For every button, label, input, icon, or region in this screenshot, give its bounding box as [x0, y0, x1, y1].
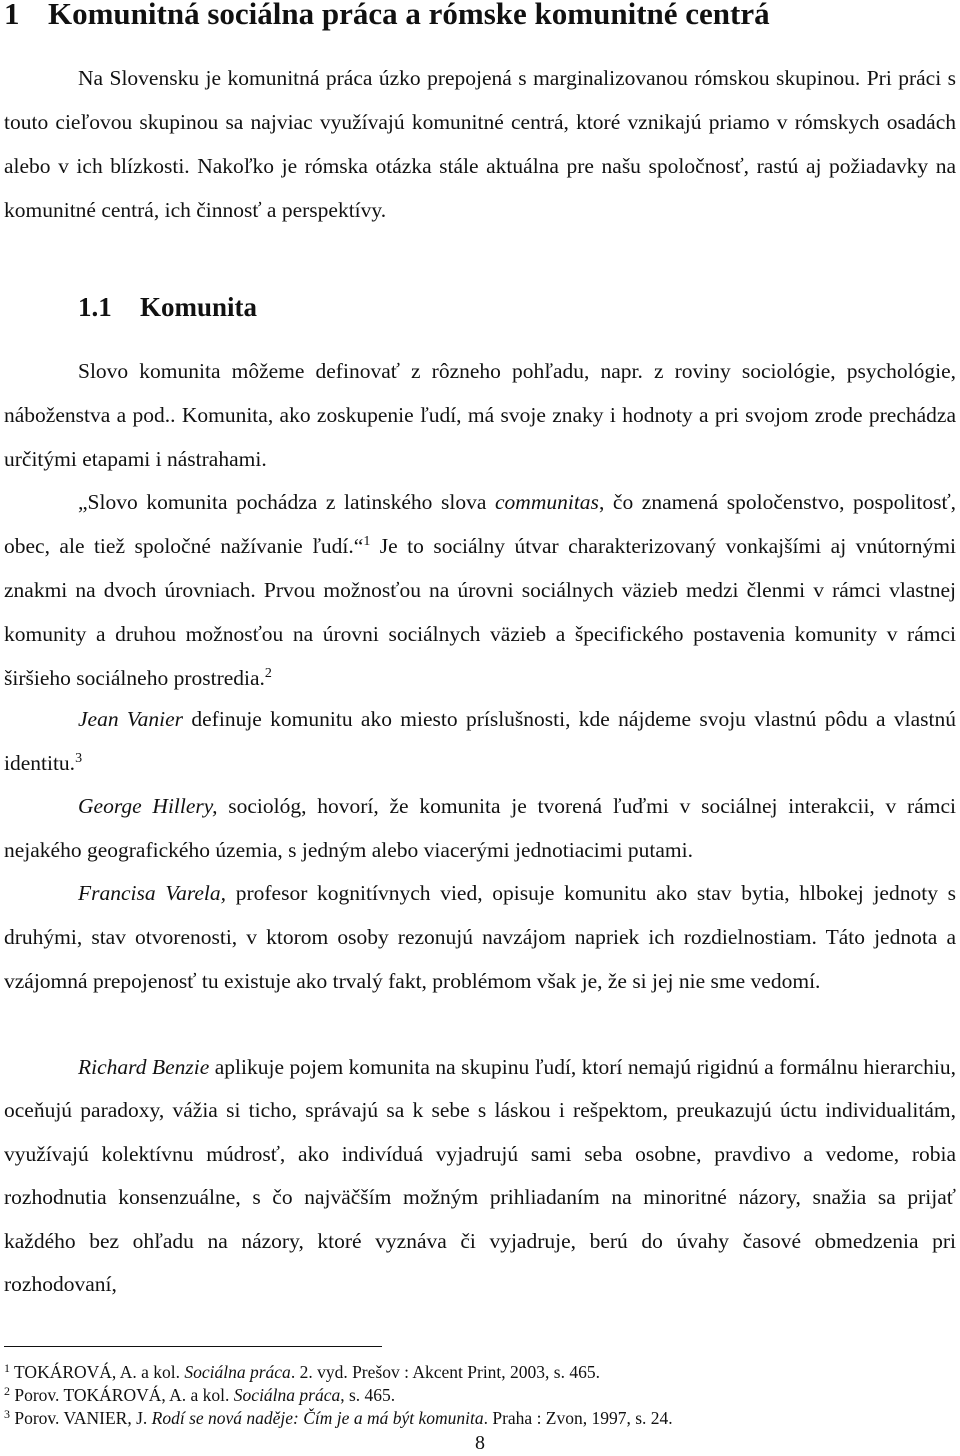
vanier-paragraph: [4, 697, 956, 785]
hillery-paragraph: [4, 784, 956, 872]
definition-paragraph: Slovo komunita môžeme definovať z rôzneho pohľadu, napr. z roviny sociológie, psychológie, náboženstva a pod.. Komunita, ako zoskupenie ľudí, má svoje znaky i hodnoty a pri svojom zrode prechádza určitými etapami i nástrahami.: [4, 359, 956, 471]
latin-text-part1: „Slovo komunita pochádza z latinského slova: [78, 490, 496, 514]
footnote-number: 1: [4, 1361, 10, 1375]
hillery-text: sociológ, hovorí, že komunita je tvorená ľuďmi v sociálnej interakcii, v rámci nejakého geografického územia, s jedným alebo viacerými jednotiacimi putami.: [4, 794, 956, 862]
footnote-text: Porov. VANIER, J.: [10, 1408, 152, 1428]
footnote-ref[interactable]: 3: [75, 751, 83, 766]
author-name: Richard Benzie: [78, 1055, 210, 1079]
latin-origin-paragraph: [4, 480, 956, 700]
footnote: [4, 1384, 395, 1406]
varela-paragraph: [4, 871, 956, 1003]
footnote-text: . Praha : Zvon, 1997, s. 24.: [483, 1408, 673, 1428]
latin-text-part2: , čo znamená spoločenstvo, pospolitosť, obec, ale tiež spoločné nažívanie ľudí.“: [4, 490, 957, 558]
latin-word: communitas: [495, 490, 599, 514]
author-name: George Hillery,: [78, 794, 218, 818]
footnote-number: 2: [4, 1384, 10, 1398]
latin-text-part3: Je to sociálny útvar charakterizovaný vonkajšími aj vnútornými znakmi na dvoch úrovniach. Prvou možnosťou na úrovni sociálnych väzieb medzi členmi v rámci vlastnej komunity a druhou možnosťou na úrovni sociálnych väzieb a špecifického postavenia komunity v rámci širšieho sociálneho prostredia.: [4, 534, 956, 690]
section-number: 1.1: [78, 292, 112, 322]
footnote-ref[interactable]: 2: [264, 666, 272, 681]
footnote-title: Sociálna práca: [233, 1385, 341, 1405]
section-title: Komunita: [140, 292, 258, 322]
footnote-text: TOKÁROVÁ, A. a kol.: [10, 1362, 185, 1382]
footnote-ref[interactable]: 1: [363, 534, 371, 549]
footnote-separator: [4, 1346, 382, 1347]
page-number: 8: [475, 1432, 485, 1454]
footnote-text: . 2. vyd. Prešov : Akcent Print, 2003, s. 465.: [290, 1362, 600, 1382]
footnote: [4, 1407, 673, 1429]
footnote-number: 3: [4, 1407, 10, 1421]
footnote: [4, 1361, 600, 1383]
benzie-paragraph: [4, 1046, 956, 1306]
benzie-text: aplikuje pojem komunita na skupinu ľudí, ktorí nemajú rigidnú a formálnu hierarchiu, oceňujú paradoxy, vážia si ticho, správajú sa k sebe s láskou i rešpektom, preukazujú úctu individualitám, využívajú kolektívnu múdrosť, ako indivíduá vyjadrujú sami seba osobne, pravdivo a vedome, robia rozhodnutia konsenzuálne, s čo najväčším možným prihliadaním na minoritné názory, snažia sa prijať každého bez ohľadu na názory, ktoré vyznáva či vyjadruje, berú do úvahy časové obmedzenia pri rozhodovaní,: [4, 1055, 957, 1297]
section-heading: [78, 292, 257, 323]
footnote-title: Rodí se nová naděje: Čím je a má být komunita: [151, 1408, 484, 1428]
chapter-title: Komunitná sociálna práca a rómske komunitné centrá: [48, 0, 770, 31]
footnote-text: , s. 465.: [340, 1385, 396, 1405]
varela-text: profesor kognitívnych vied, opisuje komunitu ako stav bytia, hlbokej jednoty s druhými, stav otvorenosti, v ktorom osoby rezonujú navzájom napriek ich rozdielnostiam. Táto jednota a vzájomná prepojenosť tu existuje ako trvalý fakt, problémom však je, že si jej nie sme vedomí.: [4, 881, 956, 993]
footnote-text: Porov. TOKÁROVÁ, A. a kol.: [10, 1385, 234, 1405]
chapter-number: 1: [4, 0, 20, 31]
author-name: Jean Vanier: [78, 707, 184, 731]
chapter-heading: [4, 0, 770, 32]
intro-paragraph: Na Slovensku je komunitná práca úzko prepojená s marginalizovanou rómskou skupinou. Pri práci s touto cieľovou skupinou sa najviac využívajú komunitné centrá, ktoré vznikajú priamo v rómskych osadách alebo v ich blízkosti. Nakoľko je rómska otázka stále aktuálna pre našu spoločnosť, rastú aj požiadavky na komunitné centrá, ich činnosť a perspektívy.: [4, 66, 956, 222]
author-name: Francisa Varela,: [78, 881, 227, 905]
footnote-title: Sociálna práca: [184, 1362, 291, 1382]
vanier-text: definuje komunitu ako miesto príslušnosti, kde nájdeme svoju vlastnú pôdu a vlastnú identitu.: [4, 707, 957, 775]
